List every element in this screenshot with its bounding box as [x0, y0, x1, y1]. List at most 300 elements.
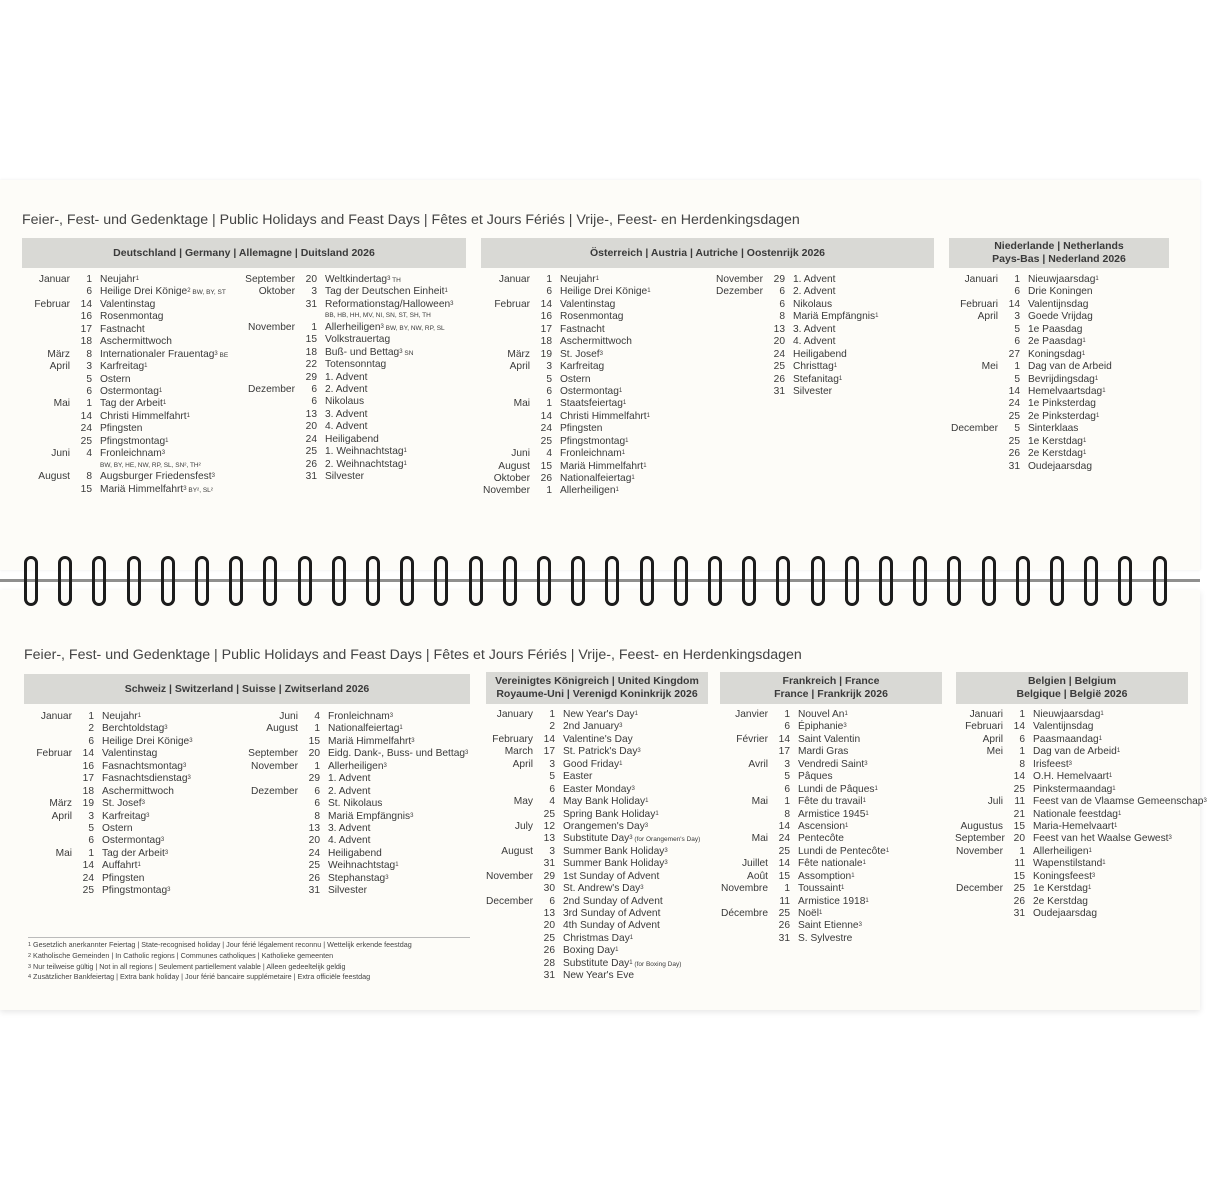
footnote-marker: 3 [843, 723, 847, 730]
holiday-row [480, 485, 710, 497]
holiday-day: 25 [543, 932, 555, 944]
holiday-day: 1 [88, 711, 94, 722]
footnote-marker: 1 [833, 363, 838, 370]
footnote-marker: 1 [631, 475, 635, 481]
holiday-row [247, 811, 477, 823]
holiday-day: 20 [305, 274, 317, 285]
footnote-marker: 1 [395, 862, 399, 869]
holiday-name: Staatsfeiertag$^1$ [560, 398, 627, 410]
holiday-day: 1 [314, 723, 320, 735]
holiday-day: 26 [543, 945, 555, 957]
holiday-note: SN [402, 349, 414, 357]
holiday-name: Ostermontag$^1$ [100, 385, 163, 397]
holiday-row [244, 446, 474, 458]
holiday-name: Oudejaarsdag [1028, 460, 1093, 472]
holiday-name: Fasnachtsmontag$^3$ [102, 760, 187, 772]
footnote-marker: 3 [465, 750, 469, 757]
holiday-row [955, 846, 1195, 858]
binding-ring [400, 556, 414, 606]
holiday-row [712, 311, 942, 323]
holiday-name: Valentinstag [102, 748, 158, 760]
holiday-day: 25 [1013, 783, 1025, 795]
binding-ring [776, 556, 790, 606]
holiday-name: 1. Advent [328, 773, 371, 785]
footnote-marker: 3 [1091, 872, 1096, 879]
holiday-day: 14 [778, 820, 790, 832]
holiday-row [720, 709, 950, 721]
holiday-month: Januari [964, 274, 998, 285]
holiday-name: Nikolaus [325, 396, 365, 408]
binding-ring [982, 556, 996, 606]
holiday-month: August [498, 460, 530, 472]
footnote-marker: 3 [380, 323, 384, 330]
holiday-row [22, 786, 252, 798]
holiday-name: Tag der Arbeit$^3$ [102, 847, 169, 859]
holiday-row [720, 933, 950, 945]
holiday-name: 1. Advent [793, 274, 836, 285]
holiday-name: Paasmaandag$^1$ [1033, 733, 1103, 745]
country-header [956, 672, 1188, 704]
holiday-row [486, 734, 716, 746]
holiday-name: Heilige Drei Könige$^2$ BW, BY, ST [100, 286, 226, 298]
holiday-day: 26 [308, 872, 320, 884]
holiday-month: Januari [969, 709, 1003, 720]
holiday-month: February [492, 733, 533, 745]
country-header [486, 672, 708, 704]
holiday-day: 3 [784, 758, 790, 770]
holiday-row [22, 748, 252, 760]
holiday-month: November [716, 274, 763, 285]
holiday-row [480, 361, 710, 373]
holiday-day: 6 [1019, 733, 1025, 745]
holiday-note: TH [390, 277, 401, 284]
holiday-row [486, 796, 716, 808]
holiday-day: 30 [543, 883, 555, 895]
holiday-row [247, 848, 477, 860]
holiday-day: 24 [80, 423, 92, 435]
holiday-name: Fastnacht [100, 323, 145, 335]
holiday-day: 13 [308, 822, 320, 834]
holiday-day: 12 [543, 820, 555, 832]
holiday-row [712, 361, 942, 373]
holiday-day: 18 [540, 336, 552, 348]
holiday-row [480, 336, 710, 348]
footnote-marker: 1 [1113, 822, 1118, 829]
holiday-month: Juni [279, 711, 298, 722]
holiday-name: 1e Pinksterdag [1028, 398, 1096, 410]
holiday-day: 25 [82, 885, 94, 897]
holiday-name: Summer Bank Holiday$^3$ [563, 845, 668, 857]
footnote-marker: 1 [844, 711, 848, 717]
holiday-row [480, 311, 710, 323]
holiday-row [950, 398, 1180, 410]
holiday-day: 6 [314, 798, 320, 810]
holiday-row [712, 349, 942, 361]
holiday-row [720, 784, 950, 796]
footnote-marker: 1 [1095, 412, 1100, 419]
holiday-row [486, 759, 716, 771]
footnote-marker: 3 [450, 300, 454, 307]
footnote-marker: 1 [1112, 785, 1116, 792]
holiday-row [955, 759, 1195, 771]
holiday-list [955, 709, 1207, 920]
holiday-note: BW, BY, ST [190, 289, 226, 297]
holiday-month: November [251, 760, 298, 772]
holiday-name: 4. Advent [328, 835, 371, 847]
footnote-marker: 3 [187, 775, 191, 782]
holiday-day: 6 [546, 286, 552, 298]
holiday-day: 6 [779, 298, 785, 310]
holiday-day: 15 [1013, 820, 1025, 832]
holiday-name: Ostermontag$^3$ [102, 835, 165, 847]
country-austria [481, 238, 934, 268]
holiday-name: 2nd Sunday of Advent [563, 895, 663, 907]
holiday-month: Mei [981, 361, 998, 373]
holiday-row [486, 871, 716, 883]
footnote-marker: 1 [165, 437, 169, 444]
holiday-day: 18 [82, 785, 94, 797]
footnote-marker: 1 [634, 711, 638, 717]
holiday-month: November [483, 485, 530, 497]
holiday-month: September [245, 274, 295, 285]
holiday-name: Hemelvaartsdag$^1$ [1028, 385, 1106, 397]
footnote-marker: 1 [615, 487, 619, 494]
holiday-list [480, 274, 710, 498]
holiday-day: 20 [308, 748, 320, 760]
holiday-row [486, 771, 716, 783]
holiday-row [720, 883, 950, 895]
holiday-row [486, 709, 716, 721]
footnote-marker: 3 [637, 748, 641, 755]
holiday-month: Dezember [716, 286, 763, 298]
holiday-name: Pfingsten [100, 423, 143, 435]
holiday-day: 8 [784, 808, 790, 820]
holiday-month: Februar [494, 298, 530, 310]
holiday-row [247, 860, 477, 872]
holiday-row [247, 723, 477, 735]
holiday-day: 25 [305, 446, 317, 458]
footnote-marker: 1 [1094, 375, 1099, 382]
holiday-row [244, 471, 474, 483]
holiday-row [244, 322, 474, 334]
holiday-month: August [501, 845, 533, 857]
holiday-day: 14 [778, 858, 790, 870]
footnote-marker: 3 [640, 885, 644, 892]
holiday-day: 6 [88, 735, 94, 747]
holiday-name: Tag der Arbeit$^1$ [100, 398, 167, 410]
holiday-name: Aschermittwoch [560, 336, 632, 348]
holiday-row [20, 461, 240, 472]
holiday-name: Auffahrt$^1$ [102, 860, 141, 872]
holiday-row [244, 459, 474, 471]
holiday-day: 8 [86, 471, 92, 483]
holiday-day: 6 [784, 721, 790, 733]
holiday-day: 6 [311, 396, 317, 408]
footnote-marker: 1 [403, 448, 407, 455]
footnote-marker: 1 [865, 810, 869, 817]
holiday-row [955, 796, 1207, 808]
holiday-row [486, 970, 716, 982]
holiday-row [22, 773, 252, 785]
holiday-day: 20 [1013, 833, 1025, 845]
holiday-note: (for Boxing Day) [632, 960, 682, 968]
binding-ring [1050, 556, 1064, 606]
holiday-name: Neujahr$^1$ [560, 274, 600, 285]
holiday-day: 25 [778, 908, 790, 919]
holiday-name: 2e Paasdag$^1$ [1028, 336, 1086, 348]
footnote-marker: 3 [410, 812, 414, 819]
footnote-text: Gesetzlich anerkannter Feiertag | State-recognised holiday | Jour férié légalement reconnu | Wettelijk erkende feestdag [31, 940, 412, 949]
holiday-list [486, 709, 716, 983]
holiday-row [950, 423, 1180, 435]
holiday-name: Heilige Drei Könige$^1$ [560, 286, 651, 298]
footnote-marker: 1 [841, 885, 845, 892]
holiday-name: Substitute Day$^3$ (for Orangemen's Day) [563, 833, 701, 845]
holiday-row [20, 286, 240, 298]
holiday-name: Pfingsten [560, 423, 603, 435]
footnote-marker: 1 [1088, 847, 1092, 854]
holiday-row [712, 386, 942, 398]
holiday-day: 3 [546, 361, 552, 373]
holiday-name: Easter [563, 771, 593, 783]
holiday-day: 31 [543, 858, 555, 870]
holiday-day: 11 [779, 895, 790, 907]
holiday-name: 2e Kerstdag$^1$ [1028, 448, 1087, 460]
holiday-list [950, 274, 1180, 473]
holiday-row [950, 336, 1180, 348]
holiday-row [950, 411, 1180, 423]
holiday-name: Bevrijdingsdag$^1$ [1028, 373, 1099, 385]
footnote-marker: 1 [403, 460, 407, 467]
holiday-name: Weihnachtstag$^1$ [328, 860, 399, 872]
footnote-marker: 1 [818, 910, 823, 916]
footnote [28, 972, 470, 983]
holiday-row [950, 324, 1180, 336]
holiday-month: May [513, 796, 533, 808]
holiday-month: Dezember [251, 785, 298, 797]
holiday-day: 3 [549, 845, 555, 857]
holiday-name: Mariä Himmelfahrt$^3$ [328, 735, 415, 747]
country-title: Deutschland | Germany | Allemagne | Duitsland 2026 [113, 246, 375, 259]
footnote-marker: 3 [599, 350, 603, 357]
holiday-name: Ostern [102, 822, 133, 834]
holiday-day: 5 [1014, 423, 1020, 435]
holiday-day: 14 [543, 733, 555, 745]
holiday-month: Februar [34, 298, 70, 310]
holiday-name: Pinkstermaandag$^1$ [1033, 783, 1116, 795]
holiday-name: Aschermittwoch [102, 785, 174, 797]
binding-ring [298, 556, 312, 606]
holiday-name: Wapenstilstand$^1$ [1033, 858, 1106, 870]
holiday-row [486, 945, 716, 957]
holiday-month: April [512, 758, 533, 770]
holiday-name: Karfreitag$^3$ [102, 810, 150, 822]
holiday-name: New Year's Day$^1$ [563, 709, 638, 720]
holiday-day: 6 [549, 895, 555, 907]
holiday-name: 3rd Sunday of Advent [563, 908, 661, 919]
holiday-day: 29 [773, 274, 785, 285]
holiday-month: Décembre [721, 908, 768, 919]
holiday-day: 3 [86, 361, 92, 373]
holiday-name: Christtag$^1$ [793, 361, 838, 373]
holiday-name: Pâques [798, 771, 833, 783]
holiday-month: März [507, 348, 530, 360]
holiday-month: Juillet [741, 858, 768, 870]
holiday-month: April [977, 311, 998, 323]
holiday-day: 24 [308, 847, 320, 859]
country-title: Vereinigtes Königreich | United Kingdom [495, 675, 699, 687]
holiday-row [244, 347, 474, 359]
holiday-day: 1 [1014, 274, 1020, 285]
holiday-name: O.H. Hemelvaart$^1$ [1033, 771, 1113, 783]
holiday-day: 17 [540, 323, 552, 335]
footnote-number: 3 [28, 963, 32, 970]
holiday-day: 14 [540, 410, 552, 422]
binding-ring [742, 556, 756, 606]
holiday-row [955, 883, 1195, 895]
holiday-row [955, 784, 1195, 796]
page-title-bottom: Feier-, Fest- und Gedenktage | Public Holidays and Feast Days | Fêtes et Jours Fériés | Vrije-, Feest- en Herdenkingsdagen [24, 647, 802, 663]
holiday-day: 6 [1014, 286, 1020, 298]
holiday-name: Saint Etienne$^3$ [798, 920, 862, 932]
holiday-list [247, 711, 477, 898]
holiday-row [712, 286, 942, 298]
holiday-day: 29 [308, 773, 320, 785]
binding-ring [366, 556, 380, 606]
footnote-marker: 3 [629, 835, 633, 842]
country-header [720, 672, 942, 704]
holiday-day: 16 [540, 311, 552, 323]
holiday-name: Heiligabend [325, 433, 379, 445]
holiday-day: 14 [540, 298, 552, 310]
holiday-name: 4. Advent [793, 336, 836, 348]
binding-ring [24, 556, 38, 606]
binding-ring [879, 556, 893, 606]
holiday-day: 6 [784, 783, 790, 795]
holiday-day: 16 [80, 311, 92, 323]
binding-ring [1016, 556, 1030, 606]
holiday-row [244, 334, 474, 346]
holiday-name: Irisfeest$^3$ [1033, 758, 1073, 770]
holiday-day: 24 [305, 433, 317, 445]
holiday-day: 14 [1013, 771, 1025, 783]
footnote-text: Zusätzlicher Bankfeiertag | Extra bank holiday | Jour férié bancaire supplémetaire | Extra officiële feestdag [31, 972, 371, 982]
binding-ring [161, 556, 175, 606]
holiday-day: 5 [549, 771, 555, 783]
holiday-name: 4th Sunday of Advent [563, 920, 660, 932]
holiday-name: 2e Kerstdag [1033, 895, 1088, 907]
binding-ring [434, 556, 448, 606]
holiday-day: 1 [784, 883, 790, 895]
holiday-day: 8 [1019, 758, 1025, 770]
binding-ring [811, 556, 825, 606]
holiday-row [20, 436, 240, 448]
holiday-name: Fasnachtsdienstag$^3$ [102, 773, 191, 785]
holiday-name: Vendredi Saint$^3$ [798, 758, 868, 770]
holiday-row [480, 473, 710, 485]
holiday-day: 1 [1014, 361, 1020, 373]
holiday-name: Silvester [328, 885, 368, 897]
binding-ring [263, 556, 277, 606]
holiday-name: Allerheiligen$^3$ BW, BY, NW, RP, SL [325, 321, 445, 333]
holiday-name: Noël$^1$ [798, 908, 823, 919]
holiday-day: 6 [546, 385, 552, 397]
footnote-marker: 1 [1082, 437, 1087, 444]
holiday-day: 21 [1013, 808, 1025, 820]
holiday-row [955, 858, 1195, 870]
footnote-marker: 3 [619, 723, 623, 730]
country-france [720, 672, 942, 704]
holiday-row [22, 798, 252, 810]
holiday-month: November [486, 870, 533, 882]
holiday-month: August [38, 471, 70, 483]
holiday-name: Volkstrauertag [325, 334, 391, 346]
holiday-row [720, 721, 950, 733]
holiday-month: Mai [751, 833, 768, 845]
holiday-row [480, 324, 710, 336]
holiday-name: 1st Sunday of Advent [563, 870, 660, 882]
holiday-name: Nikolaus [793, 298, 833, 310]
holiday-day: 14 [82, 860, 94, 872]
country-title: Österreich | Austria | Autriche | Oostenrijk 2026 [589, 246, 826, 259]
holiday-day: 5 [86, 373, 92, 385]
footnote-marker: 3 [182, 762, 187, 769]
holiday-name: Mariä Himmelfahrt$^3$ BY², SL² [100, 483, 213, 495]
holiday-name: Tag der Deutschen Einheit$^1$ [325, 286, 448, 298]
holiday-month: Oktober [493, 473, 530, 484]
holiday-list [22, 711, 252, 898]
holiday-day: 3 [311, 286, 317, 298]
holiday-month: April [51, 810, 72, 822]
holiday-row [720, 809, 950, 821]
footnote-marker: 3 [1168, 835, 1172, 842]
holiday-month: März [49, 798, 72, 810]
binding-ring [913, 556, 927, 606]
holiday-row [244, 421, 474, 433]
holiday-day: 1 [784, 709, 790, 720]
footnote-marker: 3 [164, 849, 169, 856]
holiday-row [20, 423, 240, 435]
holiday-day: 24 [82, 872, 94, 884]
holiday-row [20, 336, 240, 348]
holiday-name: Armistice 1945$^1$ [798, 808, 869, 820]
holiday-day: 25 [778, 845, 790, 857]
holiday-name: St. Andrew's Day$^3$ [563, 883, 644, 895]
holiday-name: Eidg. Dank-, Buss- und Bettag$^3$ [328, 748, 469, 760]
holiday-day: 20 [305, 421, 317, 433]
holiday-row [486, 746, 716, 758]
holiday-row [22, 761, 252, 773]
holiday-name: Ostern [560, 373, 591, 385]
holiday-name: Christi Himmelfahrt$^1$ [100, 410, 190, 422]
holiday-row [955, 833, 1195, 845]
holiday-name: Fête nationale$^1$ [798, 858, 866, 870]
holiday-month: Janvier [735, 709, 768, 720]
holiday-month: September [248, 748, 298, 760]
country-subtitle: France | Frankrijk 2026 [774, 688, 888, 700]
holiday-row [244, 286, 474, 298]
footnote-text: Nur teilweise gültig | Not in all regions | Seulement partiellement valable | Alleen gedeeltelijk geldig [31, 961, 346, 971]
holiday-name: Heiligabend [328, 847, 382, 859]
holiday-name: Assomption$^1$ [798, 870, 855, 882]
holiday-day: 14 [1008, 298, 1020, 310]
holiday-row [247, 798, 477, 810]
holiday-row [950, 349, 1180, 361]
holiday-name: Rosenmontag [560, 311, 624, 323]
holiday-row [22, 736, 252, 748]
holiday-row [20, 361, 240, 373]
holiday-row [955, 908, 1195, 920]
